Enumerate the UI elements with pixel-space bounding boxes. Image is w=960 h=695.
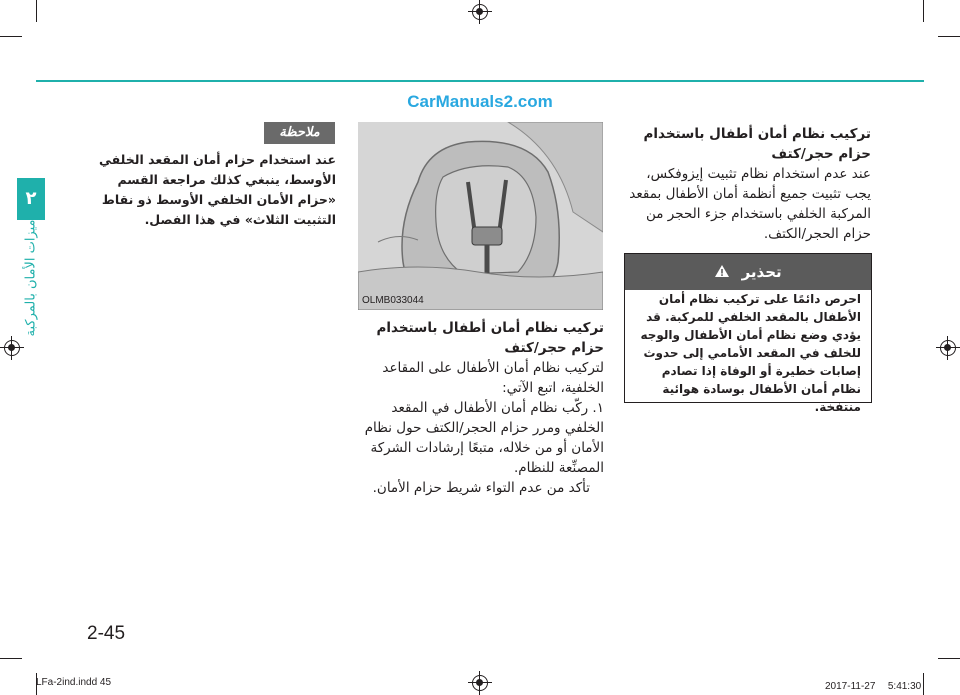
warning-header — [625, 254, 871, 290]
note-text: عند استخدام حزام أمان المقعد الخلفي الأوسط، ينبغي كذلك مراجعة القسم «حزام الأمان الخلفي الأوسط ذو نقاط التثبيت الثلاث» في هذا الفصل. — [99, 152, 336, 227]
footer-filename: LFa-2ind.indd 45 — [36, 677, 112, 688]
warning-triangle-icon — [714, 255, 730, 291]
crop-mark — [938, 658, 960, 659]
child-seat-illustration — [358, 122, 603, 310]
registration-mark-icon — [472, 675, 488, 691]
registration-mark-icon — [472, 4, 488, 20]
section-heading: تركيب نظام أمان أطفال باستخدام حزام حجر/كتف — [643, 126, 871, 162]
crop-mark — [0, 658, 22, 659]
page-number: 2-45 — [87, 623, 126, 644]
note-badge: ملاحظة — [264, 122, 335, 144]
step-2: تأكد من عدم التواء شريط حزام الأمان. — [372, 480, 590, 496]
step-1: ١. ركّب نظام أمان الأطفال في المقعد الخلفي ومرر حزام الحجر/الكتف حول نظام الأمان أو من خلاله، متبعًا إرشادات الشركة المصنِّعة للنظام. — [364, 400, 604, 476]
chapter-title-text: ميزات الأمان بالمركبة — [23, 219, 39, 337]
chapter-title — [8, 219, 54, 337]
intro-paragraph: لتركيب نظام أمان الأطفال على المقاعد الخلفية، اتبع الآتي: — [382, 360, 604, 396]
warning-label: تحذير — [741, 263, 782, 281]
warning-text: احرص دائمًا على تركيب نظام أمان الأطفال بالمقعد الخلفي للمركبة. قد يؤدي وضع نظام أمان الأطفال والوجه للخلف في المقعد الأمامي إلى حدوث إصابات خطيرة أو الوفاة إذا تصادم نظام أمان الأطفال بوسادة هوائية منتفخة. — [640, 292, 861, 414]
footer-timestamp: 2017-11-27 ᅟ5:41:30 — [825, 681, 922, 692]
crop-mark — [36, 0, 37, 22]
watermark: CarManuals2.com — [407, 92, 553, 111]
right-column — [626, 124, 871, 244]
crop-mark — [0, 36, 22, 37]
crop-mark — [923, 673, 924, 695]
section-paragraph: عند عدم استخدام نظام تثبيت إيزوفكس، يجب تثبيت جميع أنظمة أمان الأطفال بمقعد المركبة الخلفي باستخدام جزء الحجر من حزام الحجر/الكتف. — [629, 166, 871, 242]
figure-label: OLMB033044 — [362, 295, 424, 306]
chapter-number-tab: ٢ — [17, 178, 45, 220]
registration-mark-icon — [940, 340, 956, 356]
header-rule — [36, 80, 924, 82]
warning-box — [624, 253, 872, 414]
crop-mark — [938, 36, 960, 37]
registration-mark-icon — [4, 340, 20, 356]
crop-mark — [923, 0, 924, 22]
middle-column — [358, 318, 604, 498]
section-heading: تركيب نظام أمان أطفال باستخدام حزام حجر/كتف — [376, 320, 604, 356]
child-seat-drawing — [358, 122, 603, 310]
